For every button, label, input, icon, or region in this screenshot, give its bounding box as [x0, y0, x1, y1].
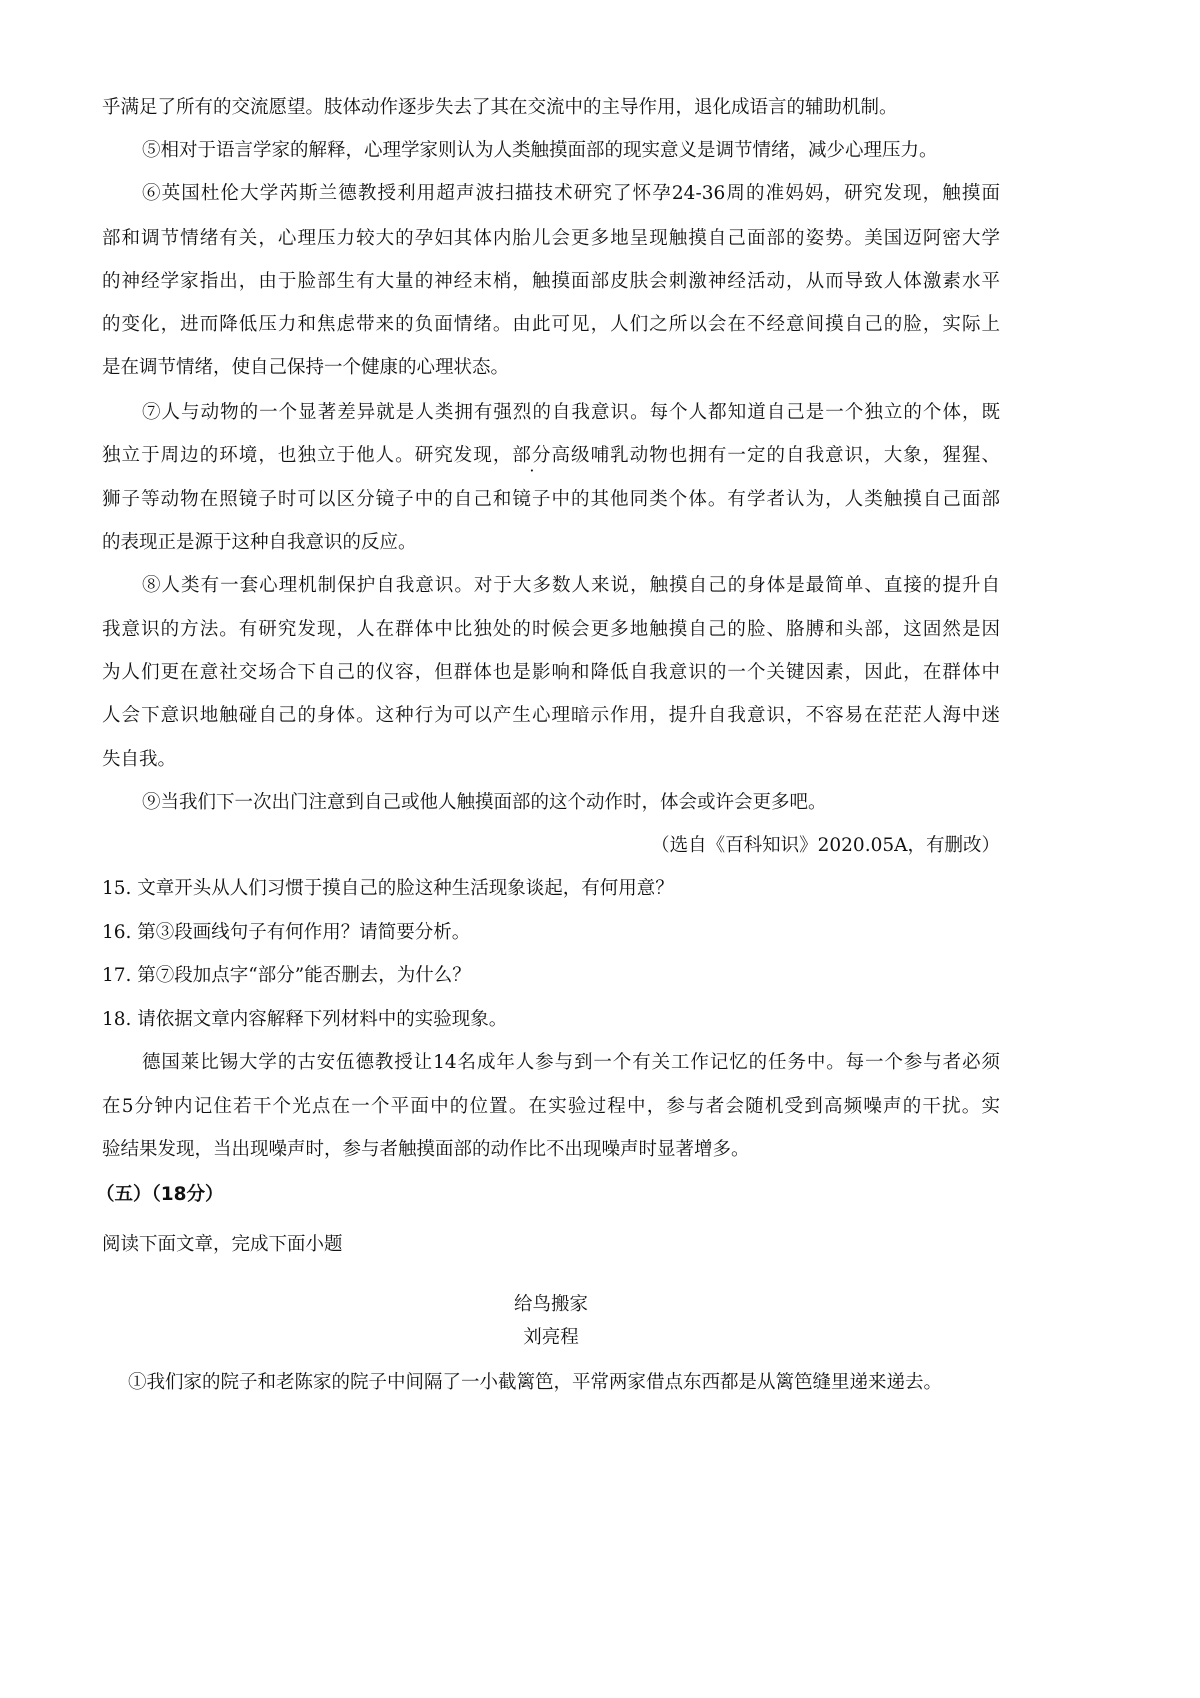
passage-line: 的表现正是源于这种自我意识的反应。 [102, 532, 417, 553]
material-line: 验结果发现，当出现噪声时，参与者触摸面部的动作比不出现噪声时显著增多。 [102, 1139, 750, 1160]
section-heading: （五）（18分） [96, 1184, 224, 1205]
paragraph-9: ⑨当我们下一次出门注意到自己或他人触摸面部的这个动作时，体会或许会更多吧。 [142, 792, 827, 813]
article-author: 刘亮程 [523, 1327, 579, 1348]
passage-line: 狮子等动物在照镜子时可以区分镜子中的自己和镜子中的其他同类个体。有学者认为，人类触摸自己面部 [102, 489, 1000, 510]
source-citation: （选自《百科知识》2020.05A，有删改） [651, 835, 1000, 856]
passage-line: 失自我。 [102, 749, 177, 770]
text: 高级哺乳动物也拥有一定的自我意识，大象，猩猩、 [551, 445, 1000, 466]
section-instruction: 阅读下面文章，完成下面小题 [102, 1234, 343, 1255]
paragraph-6: ⑥英国杜伦大学芮斯兰德教授利用超声波扫描技术研究了怀孕24-36周的准妈妈，研究发现，触摸面 [142, 183, 1000, 204]
material-line: 德国莱比锡大学的古安伍德教授让14名成年人参与到一个有关工作记忆的任务中。每一个参与者必须 [142, 1052, 1000, 1073]
passage-line: 的变化，进而降低压力和焦虑带来的负面情绪。由此可见，人们之所以会在不经意间摸自己的脸，实际上 [102, 314, 1000, 335]
question-16: 16. 第③段画线句子有何作用？请简要分析。 [102, 922, 471, 943]
passage-line: 我意识的方法。有研究发现，人在群体中比独处的时候会更多地触摸自己的脸、胳膊和头部，这固然是因 [102, 619, 1000, 640]
passage-line: 的神经学家指出，由于脸部生有大量的神经末梢，触摸面部皮肤会刺激神经活动，从而导致人体激素水平 [102, 271, 1000, 292]
passage-line [102, 444, 1000, 468]
material-line: 在5分钟内记住若干个光点在一个平面中的位置。在实验过程中，参与者会随机受到高频噪声的干扰。实 [102, 1096, 1000, 1117]
passage-line: 为人们更在意社交场合下自己的仪容，但群体也是影响和降低自我意识的一个关键因素，因此，在群体中 [102, 662, 1000, 683]
dotted-emphasis-word: 部分 [512, 445, 552, 466]
paragraph-8: ⑧人类有一套心理机制保护自我意识。对于大多数人来说，触摸自己的身体是最简单、直接的提升自 [142, 575, 1000, 596]
passage-line: 部和调节情绪有关，心理压力较大的孕妇其体内胎儿会更多地呈现触摸自己面部的姿势。美国迈阿密大学 [102, 228, 1000, 249]
paragraph-5: ⑤相对于语言学家的解释，心理学家则认为人类触摸面部的现实意义是调节情绪，减少心理压力。 [142, 140, 938, 161]
text: 独立于周边的环境，也独立于他人。研究发现， [102, 445, 513, 466]
article-title: 给鸟搬家 [513, 1294, 588, 1315]
passage-line: 乎满足了所有的交流愿望。肢体动作逐步失去了其在交流中的主导作用，退化成语言的辅助机制。 [102, 97, 898, 118]
question-17: 17. 第⑦段加点字“部分”能否删去，为什么？ [102, 965, 471, 986]
question-18: 18. 请依据文章内容解释下列材料中的实验现象。 [102, 1009, 508, 1030]
article-paragraph-1: ①我们家的院子和老陈家的院子中间隔了一小截篱笆，平常两家借点东西都是从篱笆缝里递来递去。 [128, 1372, 943, 1393]
passage-line: 是在调节情绪，使自己保持一个健康的心理状态。 [102, 357, 510, 378]
question-15: 15. 文章开头从人们习惯于摸自己的脸这种生活现象谈起，有何用意？ [102, 878, 674, 899]
paragraph-7: ⑦人与动物的一个显著差异就是人类拥有强烈的自我意识。每个人都知道自己是一个独立的个体，既 [142, 402, 1000, 423]
passage-line: 人会下意识地触碰自己的身体。这种行为可以产生心理暗示作用，提升自我意识，不容易在茫茫人海中迷 [102, 705, 1000, 726]
